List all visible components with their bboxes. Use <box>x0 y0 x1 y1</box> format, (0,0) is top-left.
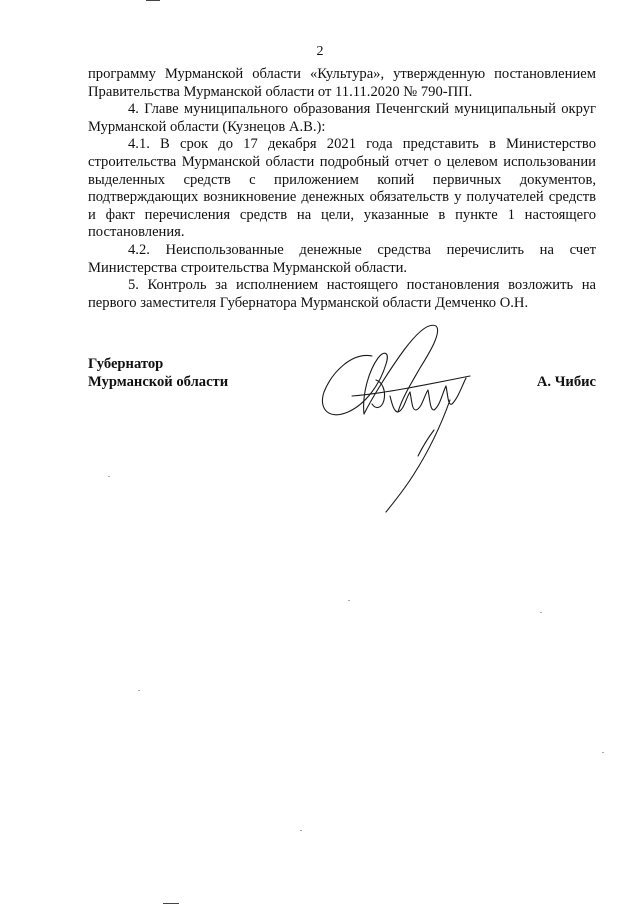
scan-speck <box>108 476 110 477</box>
paragraph-item-4-1: 4.1. В срок до 17 декабря 2021 года представить в Министерство строительства Мурманской области подробный отчет о целевом использовании выделенных средств с приложением копий первичных документов, подтверждающих возникновение денежных обязательств у получателей средств и факт перечисления средств на цели, указанные в пункте 1 настоящего постановления. <box>88 136 596 241</box>
page-number: 2 <box>316 44 324 59</box>
scan-mark-bottom <box>163 903 179 904</box>
scan-speck <box>540 612 542 613</box>
scan-speck <box>602 752 604 753</box>
signatory-title <box>88 356 228 391</box>
scan-speck <box>348 600 350 601</box>
scan-speck <box>138 690 140 691</box>
paragraph-item-4: 4. Главе муниципального образования Печенгский муниципальный округ Мурманской области (Кузнецов А.В.): <box>88 101 596 135</box>
paragraph-item-4-2: 4.2. Неиспользованные денежные средства перечислить на счет Министерства строительства Мурманской области. <box>88 241 596 276</box>
document-body <box>88 66 596 312</box>
paragraph-continuation: программу Мурманской области «Культура», утвержденную постановлением Правительства Мурманской области от 11.11.2020 № 790-ПП. <box>88 66 596 100</box>
signatory-title-line-1: Губернатор <box>88 356 164 372</box>
scan-speck <box>300 830 302 831</box>
paragraph-item-5: 5. Контроль за исполнением настоящего постановления возложить на первого заместителя Губернатора Мурманской области Демченко О.Н. <box>88 277 596 311</box>
scan-mark-top <box>146 0 160 1</box>
signatory-name: А. Чибис <box>536 374 596 390</box>
signatory-title-line-2: Мурманской области <box>88 373 229 390</box>
